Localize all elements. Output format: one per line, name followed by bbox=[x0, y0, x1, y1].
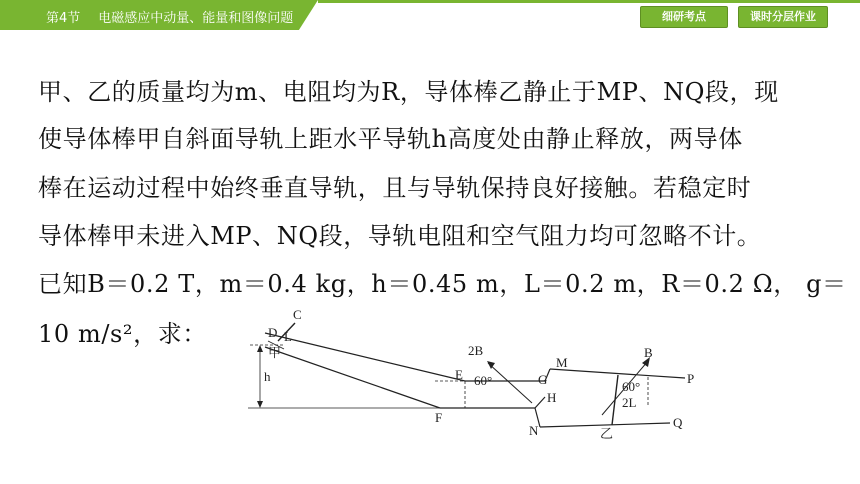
rod-yi bbox=[612, 375, 618, 425]
label-D: D bbox=[268, 325, 278, 340]
label-F: F bbox=[435, 410, 443, 425]
label-M: M bbox=[556, 355, 568, 370]
header-bar bbox=[0, 0, 860, 30]
section-name: 电磁感应中动量、能量和图像问题 bbox=[98, 11, 294, 26]
label-angle-60-right: 60° bbox=[622, 379, 641, 394]
height-arrow-bottom bbox=[257, 401, 263, 408]
text-line-4: 导体棒甲未进入MP、NQ段，导轨电阻和空气阻力均可忽略不计。 bbox=[38, 222, 762, 250]
rail-diagram bbox=[240, 305, 710, 455]
height-arrow-top bbox=[257, 345, 263, 352]
label-B: B bbox=[644, 345, 653, 360]
nav-button-study-points[interactable]: 细研考点 bbox=[640, 6, 728, 28]
field-line-2B bbox=[488, 363, 532, 403]
label-E: E bbox=[455, 367, 463, 382]
section-title bbox=[46, 7, 293, 26]
label-G: G bbox=[538, 372, 548, 387]
label-Q: Q bbox=[673, 415, 683, 430]
label-2B: 2B bbox=[468, 343, 484, 358]
section-number: 第4节 bbox=[46, 11, 81, 26]
incline-rail-lower bbox=[265, 347, 440, 408]
label-P: P bbox=[687, 371, 695, 386]
step-H bbox=[535, 397, 545, 408]
label-N: N bbox=[529, 423, 539, 438]
label-H: H bbox=[547, 390, 557, 405]
text-line-1: 甲、乙的质量均为m、电阻均为R，导体棒乙静止于MP、NQ段，现 bbox=[38, 78, 779, 106]
label-jia: 甲 bbox=[268, 345, 282, 360]
label-C: C bbox=[293, 307, 302, 322]
header-accent-strip bbox=[318, 0, 860, 3]
label-2L: 2L bbox=[622, 395, 637, 410]
label-angle-60-left: 60° bbox=[474, 373, 493, 388]
text-line-6: 10 m/s²，求： bbox=[38, 320, 207, 348]
label-L: L bbox=[284, 329, 292, 344]
text-line-3: 棒在运动过程中始终垂直导轨，且与导轨保持良好接触。若稳定时 bbox=[38, 174, 752, 202]
label-yi: 乙 bbox=[600, 426, 614, 441]
text-line-2: 使导体棒甲自斜面导轨上距水平导轨h高度处由静止释放，两导体 bbox=[38, 125, 743, 153]
nav-button-homework[interactable]: 课时分层作业 bbox=[738, 6, 828, 28]
label-h: h bbox=[264, 369, 271, 384]
text-line-5: 已知B＝0.2 T，m＝0.4 kg，h＝0.45 m，L＝0.2 m，R＝0.2 Ω， g＝ bbox=[38, 270, 847, 298]
